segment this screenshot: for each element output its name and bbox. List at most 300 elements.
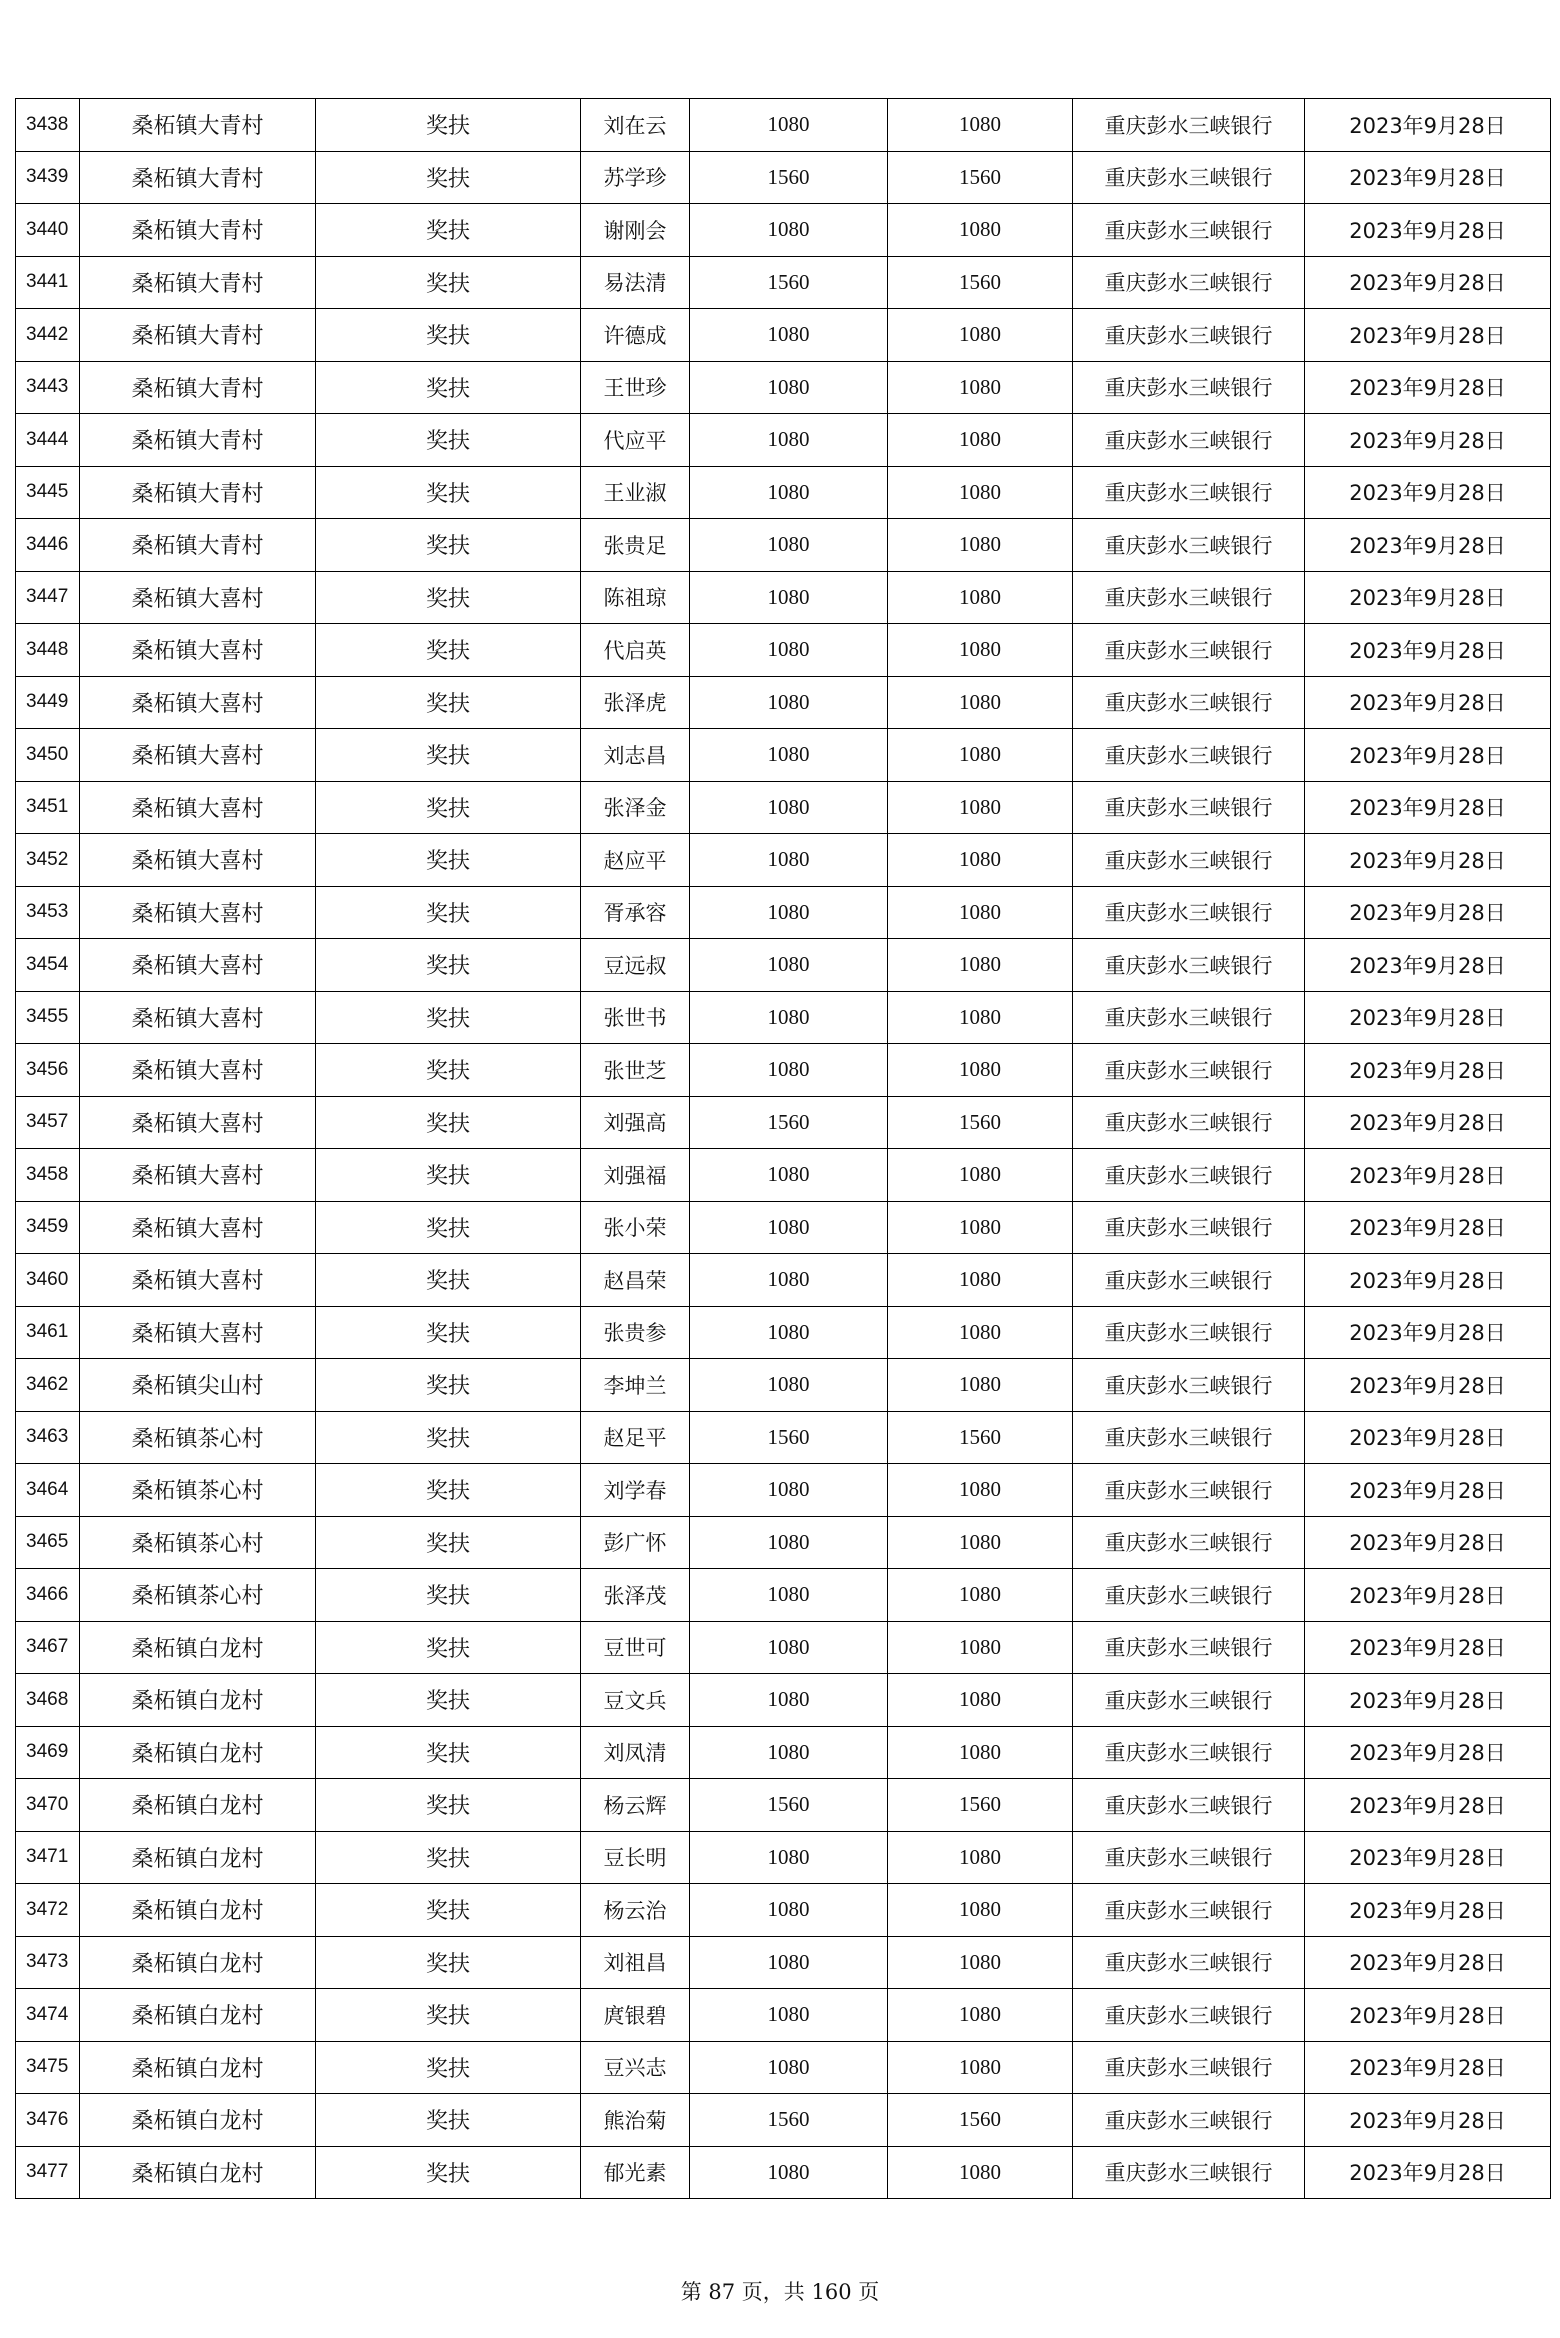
table-row: [16, 1621, 1551, 1674]
bank-cell: 重庆彭水三峡银行: [1073, 1201, 1305, 1254]
payment-date-cell: 2023年9月28日: [1305, 1621, 1551, 1674]
standard-amount-cell: 1080: [690, 1359, 888, 1412]
recipient-name-cell: 张泽金: [581, 781, 690, 834]
standard-amount-cell: 1080: [690, 2041, 888, 2094]
standard-amount-cell: 1080: [690, 729, 888, 782]
paid-amount-cell: 1080: [888, 414, 1073, 467]
paid-amount-cell: 1080: [888, 466, 1073, 519]
bank-cell: 重庆彭水三峡银行: [1073, 2146, 1305, 2199]
village-cell: 桑柘镇白龙村: [80, 1674, 316, 1727]
table-row: [16, 1254, 1551, 1307]
payment-date-cell: 2023年9月28日: [1305, 1726, 1551, 1779]
bank-cell: 重庆彭水三峡银行: [1073, 519, 1305, 572]
subsidy-type-cell: 奖扶: [316, 834, 581, 887]
serial-number-cell: 3472: [16, 1884, 80, 1937]
payment-date-cell: 2023年9月28日: [1305, 624, 1551, 677]
village-cell: 桑柘镇白龙村: [80, 1989, 316, 2042]
paid-amount-cell: 1080: [888, 571, 1073, 624]
subsidy-type-cell: 奖扶: [316, 2094, 581, 2147]
village-cell: 桑柘镇大喜村: [80, 729, 316, 782]
table-row: [16, 1726, 1551, 1779]
bank-cell: 重庆彭水三峡银行: [1073, 1306, 1305, 1359]
standard-amount-cell: 1080: [690, 1831, 888, 1884]
payment-date-cell: 2023年9月28日: [1305, 781, 1551, 834]
subsidy-type-cell: 奖扶: [316, 1464, 581, 1517]
table-row: [16, 1516, 1551, 1569]
village-cell: 桑柘镇大青村: [80, 151, 316, 204]
bank-cell: 重庆彭水三峡银行: [1073, 1831, 1305, 1884]
standard-amount-cell: 1080: [690, 939, 888, 992]
subsidy-type-cell: 奖扶: [316, 2041, 581, 2094]
payment-date-cell: 2023年9月28日: [1305, 1989, 1551, 2042]
payment-date-cell: 2023年9月28日: [1305, 361, 1551, 414]
subsidy-type-cell: 奖扶: [316, 729, 581, 782]
payment-date-cell: 2023年9月28日: [1305, 1306, 1551, 1359]
recipient-name-cell: 胥承容: [581, 886, 690, 939]
table-row: [16, 256, 1551, 309]
recipient-name-cell: 刘强福: [581, 1149, 690, 1202]
bank-cell: 重庆彭水三峡银行: [1073, 1726, 1305, 1779]
serial-number-cell: 3438: [16, 99, 80, 152]
table-row: [16, 1936, 1551, 1989]
subsidy-type-cell: 奖扶: [316, 519, 581, 572]
bank-cell: 重庆彭水三峡银行: [1073, 1149, 1305, 1202]
table-row: [16, 1674, 1551, 1727]
serial-number-cell: 3469: [16, 1726, 80, 1779]
paid-amount-cell: 1080: [888, 519, 1073, 572]
paid-amount-cell: 1080: [888, 1674, 1073, 1727]
standard-amount-cell: 1080: [690, 361, 888, 414]
village-cell: 桑柘镇白龙村: [80, 1884, 316, 1937]
table-row: [16, 2146, 1551, 2199]
serial-number-cell: 3468: [16, 1674, 80, 1727]
paid-amount-cell: 1080: [888, 309, 1073, 362]
bank-cell: 重庆彭水三峡银行: [1073, 361, 1305, 414]
payment-date-cell: 2023年9月28日: [1305, 1516, 1551, 1569]
bank-cell: 重庆彭水三峡银行: [1073, 571, 1305, 624]
bank-cell: 重庆彭水三峡银行: [1073, 624, 1305, 677]
paid-amount-cell: 1080: [888, 781, 1073, 834]
village-cell: 桑柘镇大喜村: [80, 1096, 316, 1149]
standard-amount-cell: 1560: [690, 1411, 888, 1464]
standard-amount-cell: 1080: [690, 2146, 888, 2199]
bank-cell: 重庆彭水三峡银行: [1073, 676, 1305, 729]
subsidy-type-cell: 奖扶: [316, 886, 581, 939]
serial-number-cell: 3459: [16, 1201, 80, 1254]
subsidy-type-cell: 奖扶: [316, 99, 581, 152]
bank-cell: 重庆彭水三峡银行: [1073, 1674, 1305, 1727]
table-row: [16, 466, 1551, 519]
village-cell: 桑柘镇大青村: [80, 466, 316, 519]
bank-cell: 重庆彭水三峡银行: [1073, 1254, 1305, 1307]
recipient-name-cell: 刘志昌: [581, 729, 690, 782]
serial-number-cell: 3476: [16, 2094, 80, 2147]
serial-number-cell: 3448: [16, 624, 80, 677]
bank-cell: 重庆彭水三峡银行: [1073, 414, 1305, 467]
table-row: [16, 361, 1551, 414]
standard-amount-cell: 1080: [690, 1516, 888, 1569]
paid-amount-cell: 1560: [888, 2094, 1073, 2147]
village-cell: 桑柘镇白龙村: [80, 2146, 316, 2199]
subsidy-type-cell: 奖扶: [316, 676, 581, 729]
recipient-name-cell: 张小荣: [581, 1201, 690, 1254]
recipient-name-cell: 豆远叔: [581, 939, 690, 992]
recipient-name-cell: 赵足平: [581, 1411, 690, 1464]
bank-cell: 重庆彭水三峡银行: [1073, 466, 1305, 519]
payment-date-cell: 2023年9月28日: [1305, 309, 1551, 362]
bank-cell: 重庆彭水三峡银行: [1073, 151, 1305, 204]
recipient-name-cell: 郁光素: [581, 2146, 690, 2199]
paid-amount-cell: 1080: [888, 2041, 1073, 2094]
standard-amount-cell: 1080: [690, 571, 888, 624]
paid-amount-cell: 1080: [888, 939, 1073, 992]
payment-date-cell: 2023年9月28日: [1305, 1936, 1551, 1989]
payment-date-cell: 2023年9月28日: [1305, 676, 1551, 729]
serial-number-cell: 3471: [16, 1831, 80, 1884]
payment-date-cell: 2023年9月28日: [1305, 991, 1551, 1044]
serial-number-cell: 3451: [16, 781, 80, 834]
standard-amount-cell: 1080: [690, 1464, 888, 1517]
recipient-name-cell: 杨云辉: [581, 1779, 690, 1832]
serial-number-cell: 3445: [16, 466, 80, 519]
serial-number-cell: 3470: [16, 1779, 80, 1832]
standard-amount-cell: 1080: [690, 1936, 888, 1989]
village-cell: 桑柘镇大喜村: [80, 1306, 316, 1359]
standard-amount-cell: 1080: [690, 309, 888, 362]
standard-amount-cell: 1080: [690, 99, 888, 152]
recipient-name-cell: 张贵参: [581, 1306, 690, 1359]
recipient-name-cell: 豆文兵: [581, 1674, 690, 1727]
serial-number-cell: 3453: [16, 886, 80, 939]
serial-number-cell: 3475: [16, 2041, 80, 2094]
paid-amount-cell: 1080: [888, 1569, 1073, 1622]
recipient-name-cell: 张世芝: [581, 1044, 690, 1097]
paid-amount-cell: 1080: [888, 834, 1073, 887]
serial-number-cell: 3441: [16, 256, 80, 309]
recipient-name-cell: 刘学春: [581, 1464, 690, 1517]
bank-cell: 重庆彭水三峡银行: [1073, 781, 1305, 834]
serial-number-cell: 3454: [16, 939, 80, 992]
table-row: [16, 414, 1551, 467]
paid-amount-cell: 1080: [888, 991, 1073, 1044]
bank-cell: 重庆彭水三峡银行: [1073, 1569, 1305, 1622]
table-row: [16, 781, 1551, 834]
standard-amount-cell: 1080: [690, 624, 888, 677]
payment-date-cell: 2023年9月28日: [1305, 99, 1551, 152]
table-row: [16, 1306, 1551, 1359]
recipient-name-cell: 刘在云: [581, 99, 690, 152]
payment-date-cell: 2023年9月28日: [1305, 1831, 1551, 1884]
bank-cell: 重庆彭水三峡银行: [1073, 309, 1305, 362]
paid-amount-cell: 1080: [888, 99, 1073, 152]
table-row: [16, 99, 1551, 152]
subsidy-type-cell: 奖扶: [316, 1884, 581, 1937]
table-row: [16, 2094, 1551, 2147]
paid-amount-cell: 1560: [888, 151, 1073, 204]
table-row: [16, 1096, 1551, 1149]
bank-cell: 重庆彭水三峡银行: [1073, 834, 1305, 887]
standard-amount-cell: 1560: [690, 151, 888, 204]
payment-table: [15, 98, 1551, 2199]
page-number: 第 87 页，共 160 页: [680, 2280, 880, 2304]
bank-cell: 重庆彭水三峡银行: [1073, 1516, 1305, 1569]
standard-amount-cell: 1080: [690, 1884, 888, 1937]
standard-amount-cell: 1080: [690, 1044, 888, 1097]
recipient-name-cell: 豆世可: [581, 1621, 690, 1674]
bank-cell: 重庆彭水三峡银行: [1073, 991, 1305, 1044]
subsidy-type-cell: 奖扶: [316, 1779, 581, 1832]
bank-cell: 重庆彭水三峡银行: [1073, 1779, 1305, 1832]
serial-number-cell: 3467: [16, 1621, 80, 1674]
serial-number-cell: 3458: [16, 1149, 80, 1202]
table-row: [16, 1464, 1551, 1517]
serial-number-cell: 3473: [16, 1936, 80, 1989]
serial-number-cell: 3463: [16, 1411, 80, 1464]
paid-amount-cell: 1080: [888, 886, 1073, 939]
village-cell: 桑柘镇尖山村: [80, 1359, 316, 1412]
payment-date-cell: 2023年9月28日: [1305, 466, 1551, 519]
paid-amount-cell: 1080: [888, 1516, 1073, 1569]
payment-date-cell: 2023年9月28日: [1305, 1254, 1551, 1307]
subsidy-type-cell: 奖扶: [316, 256, 581, 309]
payment-date-cell: 2023年9月28日: [1305, 414, 1551, 467]
subsidy-type-cell: 奖扶: [316, 1989, 581, 2042]
recipient-name-cell: 熊治菊: [581, 2094, 690, 2147]
village-cell: 桑柘镇白龙村: [80, 1936, 316, 1989]
payment-date-cell: 2023年9月28日: [1305, 1779, 1551, 1832]
table-row: [16, 1831, 1551, 1884]
bank-cell: 重庆彭水三峡银行: [1073, 256, 1305, 309]
subsidy-type-cell: 奖扶: [316, 1936, 581, 1989]
payment-date-cell: 2023年9月28日: [1305, 1674, 1551, 1727]
subsidy-type-cell: 奖扶: [316, 939, 581, 992]
subsidy-type-cell: 奖扶: [316, 1254, 581, 1307]
subsidy-type-cell: 奖扶: [316, 781, 581, 834]
table-row: [16, 1201, 1551, 1254]
village-cell: 桑柘镇大喜村: [80, 781, 316, 834]
village-cell: 桑柘镇大喜村: [80, 939, 316, 992]
village-cell: 桑柘镇大喜村: [80, 886, 316, 939]
standard-amount-cell: 1080: [690, 991, 888, 1044]
payment-date-cell: 2023年9月28日: [1305, 1149, 1551, 1202]
standard-amount-cell: 1560: [690, 256, 888, 309]
serial-number-cell: 3449: [16, 676, 80, 729]
village-cell: 桑柘镇白龙村: [80, 1831, 316, 1884]
standard-amount-cell: 1080: [690, 1149, 888, 1202]
paid-amount-cell: 1080: [888, 676, 1073, 729]
subsidy-type-cell: 奖扶: [316, 1359, 581, 1412]
table-row: [16, 1884, 1551, 1937]
bank-cell: 重庆彭水三峡银行: [1073, 2094, 1305, 2147]
paid-amount-cell: 1080: [888, 1884, 1073, 1937]
paid-amount-cell: 1080: [888, 1464, 1073, 1517]
village-cell: 桑柘镇大喜村: [80, 991, 316, 1044]
table-row: [16, 1411, 1551, 1464]
paid-amount-cell: 1080: [888, 1306, 1073, 1359]
recipient-name-cell: 豆长明: [581, 1831, 690, 1884]
village-cell: 桑柘镇茶心村: [80, 1569, 316, 1622]
paid-amount-cell: 1080: [888, 204, 1073, 257]
payment-date-cell: 2023年9月28日: [1305, 1201, 1551, 1254]
bank-cell: 重庆彭水三峡银行: [1073, 204, 1305, 257]
recipient-name-cell: 赵应平: [581, 834, 690, 887]
payment-date-cell: 2023年9月28日: [1305, 886, 1551, 939]
subsidy-type-cell: 奖扶: [316, 1621, 581, 1674]
payment-date-cell: 2023年9月28日: [1305, 1359, 1551, 1412]
subsidy-type-cell: 奖扶: [316, 466, 581, 519]
standard-amount-cell: 1080: [690, 1621, 888, 1674]
standard-amount-cell: 1080: [690, 1254, 888, 1307]
standard-amount-cell: 1080: [690, 834, 888, 887]
serial-number-cell: 3452: [16, 834, 80, 887]
village-cell: 桑柘镇大喜村: [80, 676, 316, 729]
serial-number-cell: 3460: [16, 1254, 80, 1307]
table-row: [16, 834, 1551, 887]
recipient-name-cell: 刘凤清: [581, 1726, 690, 1779]
payment-date-cell: 2023年9月28日: [1305, 256, 1551, 309]
village-cell: 桑柘镇大青村: [80, 99, 316, 152]
serial-number-cell: 3456: [16, 1044, 80, 1097]
table-row: [16, 1359, 1551, 1412]
village-cell: 桑柘镇白龙村: [80, 2094, 316, 2147]
paid-amount-cell: 1560: [888, 256, 1073, 309]
paid-amount-cell: 1080: [888, 1254, 1073, 1307]
table-body: [16, 99, 1551, 2199]
standard-amount-cell: 1080: [690, 1674, 888, 1727]
village-cell: 桑柘镇大青村: [80, 256, 316, 309]
paid-amount-cell: 1080: [888, 2146, 1073, 2199]
standard-amount-cell: 1080: [690, 1726, 888, 1779]
bank-cell: 重庆彭水三峡银行: [1073, 1989, 1305, 2042]
subsidy-type-cell: 奖扶: [316, 1516, 581, 1569]
standard-amount-cell: 1080: [690, 781, 888, 834]
payment-date-cell: 2023年9月28日: [1305, 1884, 1551, 1937]
serial-number-cell: 3442: [16, 309, 80, 362]
recipient-name-cell: 许德成: [581, 309, 690, 362]
village-cell: 桑柘镇大青村: [80, 309, 316, 362]
subsidy-type-cell: 奖扶: [316, 1149, 581, 1202]
paid-amount-cell: 1080: [888, 361, 1073, 414]
table-row: [16, 2041, 1551, 2094]
serial-number-cell: 3462: [16, 1359, 80, 1412]
serial-number-cell: 3477: [16, 2146, 80, 2199]
paid-amount-cell: 1560: [888, 1411, 1073, 1464]
recipient-name-cell: 张世书: [581, 991, 690, 1044]
paid-amount-cell: 1080: [888, 1149, 1073, 1202]
payment-date-cell: 2023年9月28日: [1305, 2146, 1551, 2199]
recipient-name-cell: 张泽茂: [581, 1569, 690, 1622]
payment-date-cell: 2023年9月28日: [1305, 151, 1551, 204]
village-cell: 桑柘镇白龙村: [80, 1726, 316, 1779]
subsidy-type-cell: 奖扶: [316, 1306, 581, 1359]
paid-amount-cell: 1080: [888, 1201, 1073, 1254]
village-cell: 桑柘镇白龙村: [80, 1779, 316, 1832]
village-cell: 桑柘镇大青村: [80, 361, 316, 414]
serial-number-cell: 3465: [16, 1516, 80, 1569]
serial-number-cell: 3447: [16, 571, 80, 624]
recipient-name-cell: 陈祖琼: [581, 571, 690, 624]
recipient-name-cell: 谢刚会: [581, 204, 690, 257]
recipient-name-cell: 王世珍: [581, 361, 690, 414]
serial-number-cell: 3439: [16, 151, 80, 204]
serial-number-cell: 3450: [16, 729, 80, 782]
table-row: [16, 151, 1551, 204]
village-cell: 桑柘镇大青村: [80, 204, 316, 257]
standard-amount-cell: 1080: [690, 414, 888, 467]
paid-amount-cell: 1080: [888, 1726, 1073, 1779]
payment-date-cell: 2023年9月28日: [1305, 1464, 1551, 1517]
subsidy-type-cell: 奖扶: [316, 1674, 581, 1727]
table-row: [16, 309, 1551, 362]
subsidy-type-cell: 奖扶: [316, 1201, 581, 1254]
subsidy-type-cell: 奖扶: [316, 151, 581, 204]
village-cell: 桑柘镇白龙村: [80, 2041, 316, 2094]
serial-number-cell: 3457: [16, 1096, 80, 1149]
paid-amount-cell: 1080: [888, 1621, 1073, 1674]
subsidy-type-cell: 奖扶: [316, 624, 581, 677]
village-cell: 桑柘镇茶心村: [80, 1411, 316, 1464]
payment-date-cell: 2023年9月28日: [1305, 2041, 1551, 2094]
subsidy-type-cell: 奖扶: [316, 1096, 581, 1149]
serial-number-cell: 3443: [16, 361, 80, 414]
table-row: [16, 886, 1551, 939]
table-row: [16, 519, 1551, 572]
recipient-name-cell: 王业淑: [581, 466, 690, 519]
subsidy-type-cell: 奖扶: [316, 1044, 581, 1097]
village-cell: 桑柘镇大青村: [80, 519, 316, 572]
recipient-name-cell: 代应平: [581, 414, 690, 467]
standard-amount-cell: 1560: [690, 2094, 888, 2147]
table-row: [16, 729, 1551, 782]
payment-date-cell: 2023年9月28日: [1305, 834, 1551, 887]
table-row: [16, 1569, 1551, 1622]
payment-date-cell: 2023年9月28日: [1305, 1096, 1551, 1149]
subsidy-type-cell: 奖扶: [316, 1831, 581, 1884]
table-row: [16, 624, 1551, 677]
village-cell: 桑柘镇大喜村: [80, 624, 316, 677]
subsidy-type-cell: 奖扶: [316, 1569, 581, 1622]
recipient-name-cell: 杨云治: [581, 1884, 690, 1937]
standard-amount-cell: 1080: [690, 1569, 888, 1622]
serial-number-cell: 3446: [16, 519, 80, 572]
paid-amount-cell: 1080: [888, 1936, 1073, 1989]
payment-date-cell: 2023年9月28日: [1305, 2094, 1551, 2147]
paid-amount-cell: 1080: [888, 624, 1073, 677]
recipient-name-cell: 庹银碧: [581, 1989, 690, 2042]
recipient-name-cell: 赵昌荣: [581, 1254, 690, 1307]
paid-amount-cell: 1560: [888, 1096, 1073, 1149]
paid-amount-cell: 1080: [888, 1359, 1073, 1412]
recipient-name-cell: 张贵足: [581, 519, 690, 572]
table-row: [16, 676, 1551, 729]
recipient-name-cell: 苏学珍: [581, 151, 690, 204]
paid-amount-cell: 1080: [888, 729, 1073, 782]
recipient-name-cell: 代启英: [581, 624, 690, 677]
table-row: [16, 939, 1551, 992]
bank-cell: 重庆彭水三峡银行: [1073, 2041, 1305, 2094]
village-cell: 桑柘镇茶心村: [80, 1516, 316, 1569]
serial-number-cell: 3474: [16, 1989, 80, 2042]
payment-date-cell: 2023年9月28日: [1305, 939, 1551, 992]
standard-amount-cell: 1080: [690, 519, 888, 572]
serial-number-cell: 3464: [16, 1464, 80, 1517]
bank-cell: 重庆彭水三峡银行: [1073, 1359, 1305, 1412]
serial-number-cell: 3466: [16, 1569, 80, 1622]
recipient-name-cell: 彭广怀: [581, 1516, 690, 1569]
village-cell: 桑柘镇大喜村: [80, 834, 316, 887]
village-cell: 桑柘镇大喜村: [80, 1149, 316, 1202]
table-row: [16, 1044, 1551, 1097]
